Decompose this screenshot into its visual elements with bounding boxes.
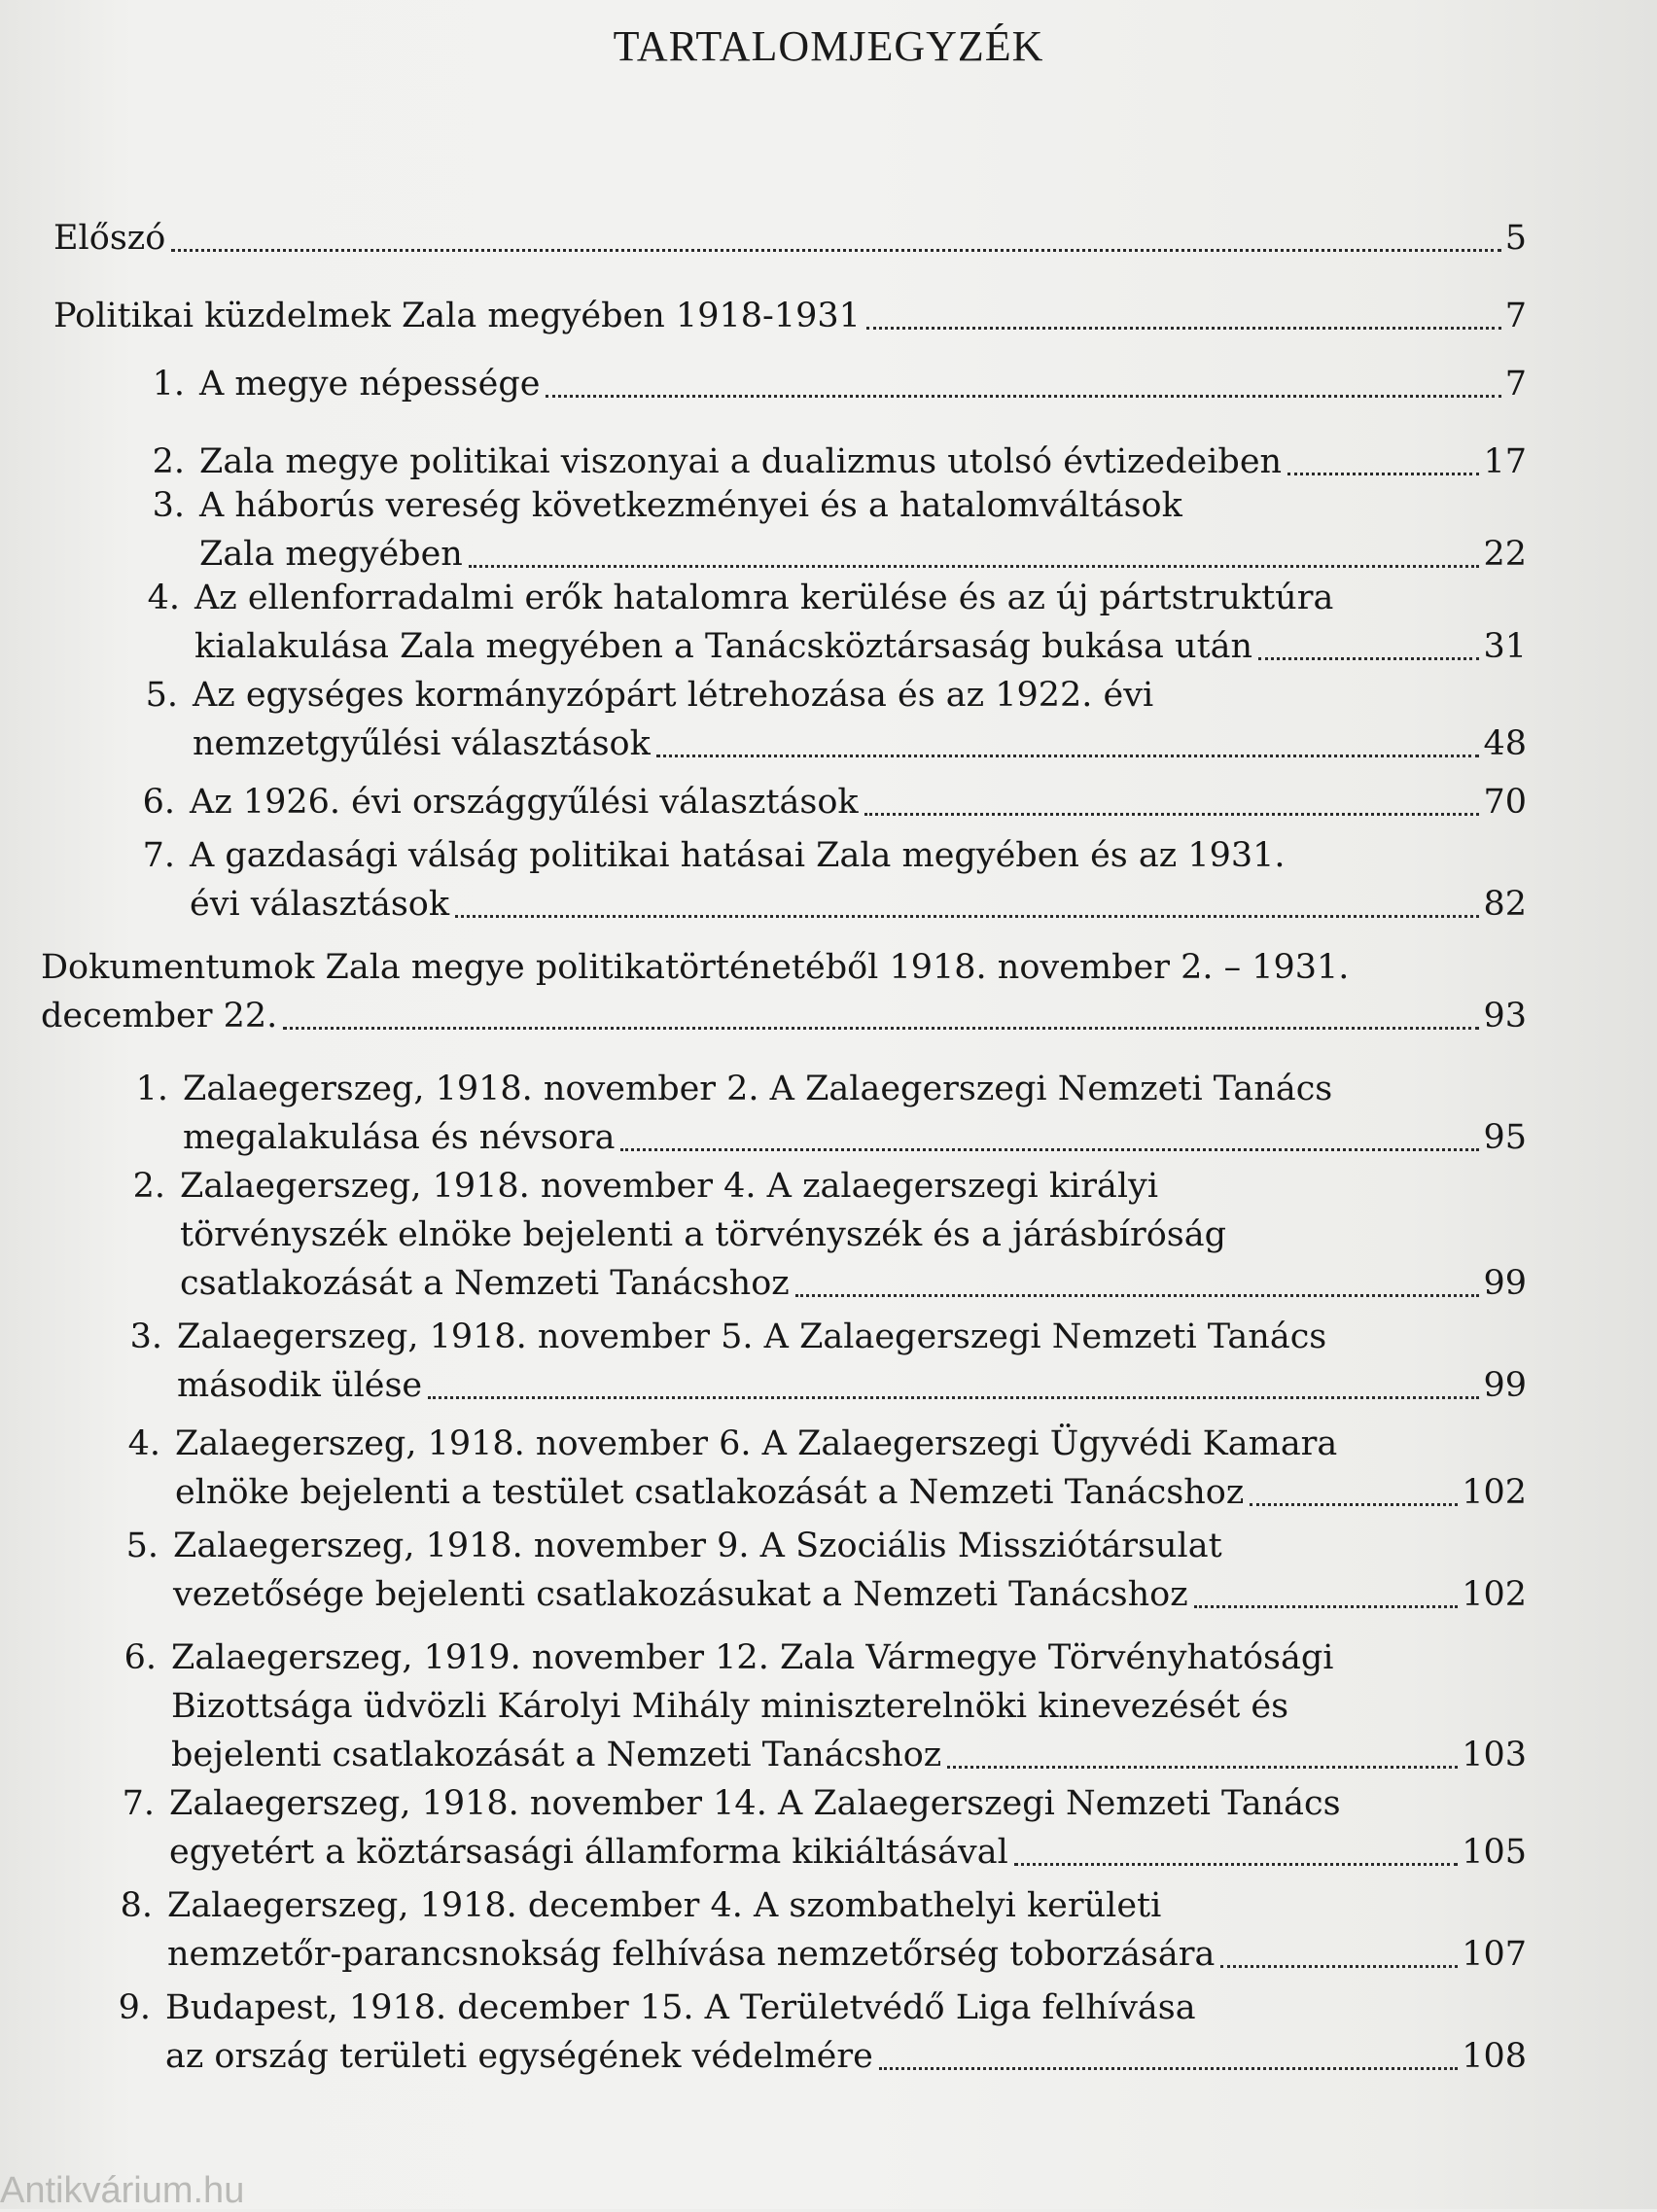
toc-entry [0, 1420, 1657, 1517]
toc-page-number: 95 [1483, 1118, 1527, 1157]
toc-entry [0, 438, 1657, 486]
toc-entry-last-line [53, 292, 1527, 340]
watermark: Antikvárium.hu [0, 2170, 245, 2211]
dot-leader [866, 327, 1501, 330]
page-title: TARTALOMJEGYZÉK [613, 22, 1044, 70]
toc-entry-text: Zala megyében [199, 535, 463, 574]
toc-entry-text: megalakulása és névsora [183, 1118, 616, 1157]
toc-page-number: 102 [1462, 1473, 1527, 1512]
toc-entry [0, 214, 1657, 263]
dot-leader [1194, 1605, 1458, 1608]
toc-entry [0, 778, 1657, 826]
dot-leader [455, 915, 1479, 918]
toc-page-number: 103 [1462, 1736, 1527, 1774]
toc-entry-text: Zalaegerszeg, 1918. november 4. A zalaegerszegi királyi [180, 1167, 1159, 1206]
toc-entry-text: törvényszék elnöke bejelenti a törvényszék és a járásbíróság [180, 1215, 1227, 1254]
toc-entry-last-line [167, 1930, 1527, 1979]
toc-entry-number: 9. [118, 1988, 151, 2027]
toc-entry-text: csatlakozását a Nemzeti Tanácshoz [180, 1264, 790, 1303]
toc-entry-text: Az ellenforradalmi erők hatalomra kerülése és az új pártstruktúra [194, 579, 1334, 617]
toc-page-number: 107 [1462, 1935, 1527, 1974]
toc-entry-text: Zalaegerszeg, 1918. november 6. A Zalaegerszegi Ügyvédi Kamara [175, 1424, 1338, 1463]
toc-entry-text: december 22. [41, 997, 278, 1036]
toc-entry-last-line [194, 622, 1527, 671]
toc-page-number: 7 [1504, 297, 1527, 335]
toc-entry [0, 1779, 1657, 1877]
dot-leader [1250, 1503, 1458, 1506]
toc-entry-number: 2. [152, 442, 185, 481]
toc-entry-text: Zalaegerszeg, 1918. november 9. A Szociális Missziótársulat [173, 1527, 1222, 1565]
toc-entry-last-line [173, 1570, 1527, 1619]
toc-entry-last-line [165, 2032, 1527, 2081]
toc-page-number: 105 [1462, 1833, 1527, 1872]
toc-entry-number: 3. [129, 1317, 162, 1356]
dot-leader [795, 1294, 1480, 1297]
toc-entry-text: nemzetőr-parancsnokság felhívása nemzetőrség toborzására [167, 1935, 1216, 1974]
toc-page-number: 7 [1504, 365, 1527, 404]
dot-leader [428, 1396, 1479, 1399]
toc-entry-text: A megye népessége [199, 365, 541, 404]
dot-leader [879, 2067, 1458, 2070]
toc-page-number: 70 [1483, 783, 1527, 822]
toc-page-number: 99 [1483, 1366, 1527, 1405]
toc-entry-number: 3. [152, 486, 185, 525]
dot-leader [1258, 657, 1479, 660]
toc-entry [0, 1881, 1657, 1979]
toc-entry-last-line [199, 530, 1527, 579]
toc-entry-last-line [169, 1828, 1527, 1877]
toc-page-number: 82 [1483, 885, 1527, 924]
toc-entry-number: 8. [120, 1886, 153, 1925]
dot-leader [1220, 1965, 1458, 1968]
toc-entry-text: Zalaegerszeg, 1919. november 12. Zala Vármegye Törvényhatósági [171, 1638, 1334, 1677]
toc-entry-text: Budapest, 1918. december 15. A Területvédő Liga felhívása [165, 1988, 1196, 2027]
toc-entry-text: Dokumentumok Zala megye politikatörténetéből 1918. november 2. – 1931. [41, 948, 1350, 987]
dot-leader [1287, 473, 1479, 475]
toc-page-number: 31 [1483, 627, 1527, 666]
toc-entry [0, 574, 1657, 671]
dot-leader [620, 1148, 1479, 1151]
toc-entry-text: Zalaegerszeg, 1918. december 4. A szombathelyi kerületi [167, 1886, 1162, 1925]
toc-entry-text: nemzetgyűlési választások [193, 724, 651, 763]
toc-entry [0, 1633, 1657, 1779]
toc-entry-number: 6. [142, 783, 175, 822]
toc-entry [0, 1065, 1657, 1162]
dot-leader [947, 1766, 1458, 1769]
toc-entry-last-line [199, 438, 1527, 486]
toc-entry-last-line [175, 1468, 1527, 1517]
dot-leader [469, 565, 1480, 568]
dot-leader [1014, 1863, 1458, 1866]
toc-entry [0, 360, 1657, 408]
toc-entry [0, 1984, 1657, 2081]
toc-entry-text: évi választások [190, 885, 450, 924]
toc-entry-number: 1. [152, 365, 185, 404]
toc-entry-last-line [199, 360, 1527, 408]
toc-entry-last-line [183, 1113, 1527, 1162]
toc-entry-last-line [190, 778, 1527, 826]
toc-entry-text: A gazdasági válság politikai hatásai Zala megyében és az 1931. [190, 836, 1286, 875]
toc-entry-text: az ország területi egységének védelmére [165, 2037, 873, 2076]
toc-entry-last-line [53, 214, 1527, 263]
toc-entry-number: 2. [132, 1167, 165, 1206]
dot-leader [546, 395, 1500, 398]
toc-entry [0, 481, 1657, 579]
toc-entry-text: Zalaegerszeg, 1918. november 14. A Zalaegerszegi Nemzeti Tanács [169, 1784, 1341, 1823]
toc-entry-text: Bizottsága üdvözli Károlyi Mihály miniszterelnöki kinevezését és [171, 1687, 1289, 1726]
dot-leader [656, 755, 1480, 757]
toc-entry-last-line [180, 1259, 1527, 1308]
toc-entry-text: Zala megye politikai viszonyai a dualizmus utolsó évtizedeiben [199, 442, 1283, 481]
toc-entry [0, 1522, 1657, 1619]
toc-entry [0, 1162, 1657, 1308]
toc-entry-text: kialakulása Zala megyében a Tanácsköztársaság bukása után [194, 627, 1253, 666]
toc-entry-text: A háborús vereség következményei és a hatalomváltások [199, 486, 1182, 525]
toc-entry-number: 7. [122, 1784, 155, 1823]
toc-entry-text: második ülése [177, 1366, 423, 1405]
toc-entry-text: Zalaegerszeg, 1918. november 5. A Zalaegerszegi Nemzeti Tanács [177, 1317, 1327, 1356]
toc-entry-text: bejelenti csatlakozását a Nemzeti Tanácshoz [171, 1736, 942, 1774]
toc-entry [0, 671, 1657, 768]
toc-entry-text: Zalaegerszeg, 1918. november 2. A Zalaegerszegi Nemzeti Tanács [183, 1070, 1333, 1108]
toc-page-number: 93 [1483, 997, 1527, 1036]
toc-entry-number: 7. [142, 836, 175, 875]
toc-page-number: 22 [1483, 535, 1527, 574]
toc-entry-text: Előszó [53, 219, 166, 258]
toc-entry [0, 943, 1657, 1040]
toc-entry-last-line [41, 992, 1527, 1040]
toc-entry-text: Az 1926. évi országgyűlési választások [190, 783, 859, 822]
toc-page-number: 108 [1462, 2037, 1527, 2076]
toc-page-number: 17 [1483, 442, 1527, 481]
toc-page-number: 102 [1462, 1575, 1527, 1614]
toc-entry-number: 6. [123, 1638, 157, 1677]
toc-entry [0, 292, 1657, 340]
toc-entry-number: 1. [135, 1070, 168, 1108]
toc-page-number: 5 [1504, 219, 1527, 258]
toc-entry [0, 831, 1657, 929]
dot-leader [171, 249, 1500, 252]
toc-entry-number: 4. [147, 579, 180, 617]
toc-page-number: 48 [1483, 724, 1527, 763]
dot-leader [864, 813, 1480, 816]
toc-entry-number: 5. [125, 1527, 159, 1565]
toc-entry-text: Politikai küzdelmek Zala megyében 1918-1931 [53, 297, 861, 335]
toc-entry-last-line [171, 1731, 1527, 1779]
toc-entry [0, 1313, 1657, 1410]
toc-entry-last-line [193, 720, 1527, 768]
dot-leader [283, 1027, 1479, 1030]
toc-entry-last-line [190, 880, 1527, 929]
toc-entry-last-line [177, 1361, 1527, 1410]
toc-entry-number: 4. [127, 1424, 160, 1463]
toc-entry-number: 5. [145, 676, 178, 715]
toc-page-number: 99 [1483, 1264, 1527, 1303]
toc-entry-text: Az egységes kormányzópárt létrehozása és az 1922. évi [193, 676, 1154, 715]
toc-entry-text: egyetért a köztársasági államforma kikiáltásával [169, 1833, 1008, 1872]
toc-entry-text: elnöke bejelenti a testület csatlakozását a Nemzeti Tanácshoz [175, 1473, 1245, 1512]
toc-entry-text: vezetősége bejelenti csatlakozásukat a Nemzeti Tanácshoz [173, 1575, 1188, 1614]
